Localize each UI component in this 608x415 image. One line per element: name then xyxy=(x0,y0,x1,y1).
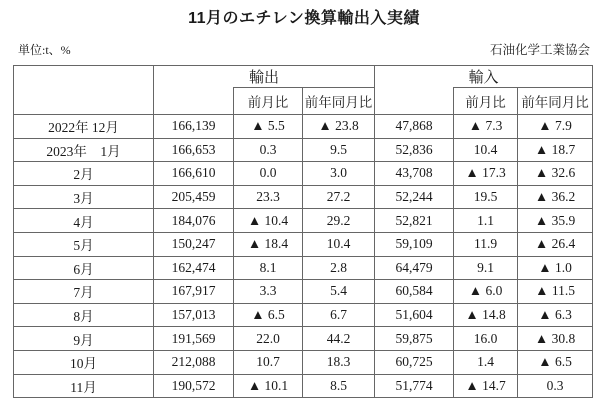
import-yoy-cell: ▲ 1.0 xyxy=(518,256,593,280)
import-yoy-header: 前年同月比 xyxy=(518,88,593,115)
table-row xyxy=(14,256,593,280)
export-mom-cell: 0.0 xyxy=(234,162,303,186)
import-yoy-cell: ▲ 32.6 xyxy=(518,162,593,186)
unit-note: 単位:t、% xyxy=(18,43,71,57)
import-mom-cell: ▲ 17.3 xyxy=(454,162,518,186)
import-mom-cell: ▲ 14.8 xyxy=(454,303,518,327)
export-value-cell: 190,572 xyxy=(154,374,234,398)
data-table xyxy=(13,65,593,398)
import-mom-cell: 16.0 xyxy=(454,327,518,351)
import-mom-cell: 11.9 xyxy=(454,232,518,256)
import-mom-cell: 1.4 xyxy=(454,350,518,374)
export-yoy-cell: 27.2 xyxy=(303,185,375,209)
export-value-cell: 205,459 xyxy=(154,185,234,209)
import-mom-cell: ▲ 6.0 xyxy=(454,280,518,304)
import-yoy-cell: 0.3 xyxy=(518,374,593,398)
table-row xyxy=(14,115,593,139)
table-row xyxy=(14,327,593,351)
import-value-cell: 64,479 xyxy=(375,256,454,280)
month-cell: 2023年 1月 xyxy=(14,138,154,162)
import-yoy-cell: ▲ 6.3 xyxy=(518,303,593,327)
import-mom-header: 前月比 xyxy=(454,88,518,115)
export-yoy-cell: 18.3 xyxy=(303,350,375,374)
month-cell: 9月 xyxy=(14,327,154,351)
corner-cell xyxy=(14,66,154,115)
export-value-cell: 157,013 xyxy=(154,303,234,327)
table-row xyxy=(14,303,593,327)
import-mom-cell: ▲ 14.7 xyxy=(454,374,518,398)
export-yoy-header: 前年同月比 xyxy=(303,88,375,115)
import-yoy-cell: ▲ 7.9 xyxy=(518,115,593,139)
export-yoy-cell: 5.4 xyxy=(303,280,375,304)
month-cell: 2月 xyxy=(14,162,154,186)
import-value-cell: 59,875 xyxy=(375,327,454,351)
table-body xyxy=(14,115,593,398)
import-group-header: 輸入 xyxy=(375,66,593,88)
export-yoy-cell: 29.2 xyxy=(303,209,375,233)
month-cell: 11月 xyxy=(14,374,154,398)
export-value-cell: 191,569 xyxy=(154,327,234,351)
import-yoy-cell: ▲ 11.5 xyxy=(518,280,593,304)
import-yoy-cell: ▲ 35.9 xyxy=(518,209,593,233)
table-row xyxy=(14,209,593,233)
export-mom-cell: ▲ 6.5 xyxy=(234,303,303,327)
import-yoy-cell: ▲ 30.8 xyxy=(518,327,593,351)
month-cell: 8月 xyxy=(14,303,154,327)
export-value-cell: 167,917 xyxy=(154,280,234,304)
export-value-cell: 166,610 xyxy=(154,162,234,186)
import-yoy-cell: ▲ 18.7 xyxy=(518,138,593,162)
table-row xyxy=(14,374,593,398)
month-cell: 2022年 12月 xyxy=(14,115,154,139)
import-mom-cell: 1.1 xyxy=(454,209,518,233)
export-value-cell: 166,653 xyxy=(154,138,234,162)
export-value-cell: 212,088 xyxy=(154,350,234,374)
table-header xyxy=(14,66,593,115)
export-mom-cell: 23.3 xyxy=(234,185,303,209)
table-row xyxy=(14,162,593,186)
export-mom-cell: ▲ 18.4 xyxy=(234,232,303,256)
export-mom-cell: 8.1 xyxy=(234,256,303,280)
page-title: 11月のエチレン換算輸出入実績 xyxy=(188,10,420,27)
export-yoy-cell: 3.0 xyxy=(303,162,375,186)
table-row xyxy=(14,232,593,256)
import-mom-cell: 19.5 xyxy=(454,185,518,209)
import-value-header xyxy=(375,88,454,115)
export-mom-cell: ▲ 10.4 xyxy=(234,209,303,233)
import-yoy-cell: ▲ 6.5 xyxy=(518,350,593,374)
export-value-cell: 150,247 xyxy=(154,232,234,256)
month-cell: 3月 xyxy=(14,185,154,209)
export-mom-cell: 0.3 xyxy=(234,138,303,162)
import-value-cell: 52,821 xyxy=(375,209,454,233)
export-value-header xyxy=(154,88,234,115)
month-cell: 7月 xyxy=(14,280,154,304)
export-mom-cell: 3.3 xyxy=(234,280,303,304)
org-name: 石油化学工業協会 xyxy=(489,43,590,57)
import-yoy-cell: ▲ 36.2 xyxy=(518,185,593,209)
month-cell: 4月 xyxy=(14,209,154,233)
table-row xyxy=(14,138,593,162)
export-mom-header: 前月比 xyxy=(234,88,303,115)
export-value-cell: 184,076 xyxy=(154,209,234,233)
group-header-row xyxy=(14,66,593,88)
import-value-cell: 52,244 xyxy=(375,185,454,209)
export-mom-cell: ▲ 10.1 xyxy=(234,374,303,398)
export-yoy-cell: 9.5 xyxy=(303,138,375,162)
import-value-cell: 43,708 xyxy=(375,162,454,186)
import-value-cell: 51,604 xyxy=(375,303,454,327)
table-row xyxy=(14,350,593,374)
export-mom-cell: 22.0 xyxy=(234,327,303,351)
table-row xyxy=(14,185,593,209)
export-yoy-cell: 44.2 xyxy=(303,327,375,351)
import-value-cell: 52,836 xyxy=(375,138,454,162)
export-yoy-cell: ▲ 23.8 xyxy=(303,115,375,139)
report-sheet xyxy=(0,9,608,398)
import-value-cell: 47,868 xyxy=(375,115,454,139)
import-yoy-cell: ▲ 26.4 xyxy=(518,232,593,256)
import-value-cell: 59,109 xyxy=(375,232,454,256)
export-yoy-cell: 8.5 xyxy=(303,374,375,398)
export-mom-cell: 10.7 xyxy=(234,350,303,374)
import-value-cell: 51,774 xyxy=(375,374,454,398)
export-value-cell: 162,474 xyxy=(154,256,234,280)
export-yoy-cell: 10.4 xyxy=(303,232,375,256)
table-row xyxy=(14,280,593,304)
export-mom-cell: ▲ 5.5 xyxy=(234,115,303,139)
import-mom-cell: ▲ 7.3 xyxy=(454,115,518,139)
meta-row xyxy=(13,40,592,58)
import-value-cell: 60,725 xyxy=(375,350,454,374)
export-value-cell: 166,139 xyxy=(154,115,234,139)
month-cell: 10月 xyxy=(14,350,154,374)
export-yoy-cell: 6.7 xyxy=(303,303,375,327)
month-cell: 6月 xyxy=(14,256,154,280)
import-mom-cell: 9.1 xyxy=(454,256,518,280)
export-yoy-cell: 2.8 xyxy=(303,256,375,280)
export-group-header: 輸出 xyxy=(154,66,375,88)
import-value-cell: 60,584 xyxy=(375,280,454,304)
month-cell: 5月 xyxy=(14,232,154,256)
import-mom-cell: 10.4 xyxy=(454,138,518,162)
